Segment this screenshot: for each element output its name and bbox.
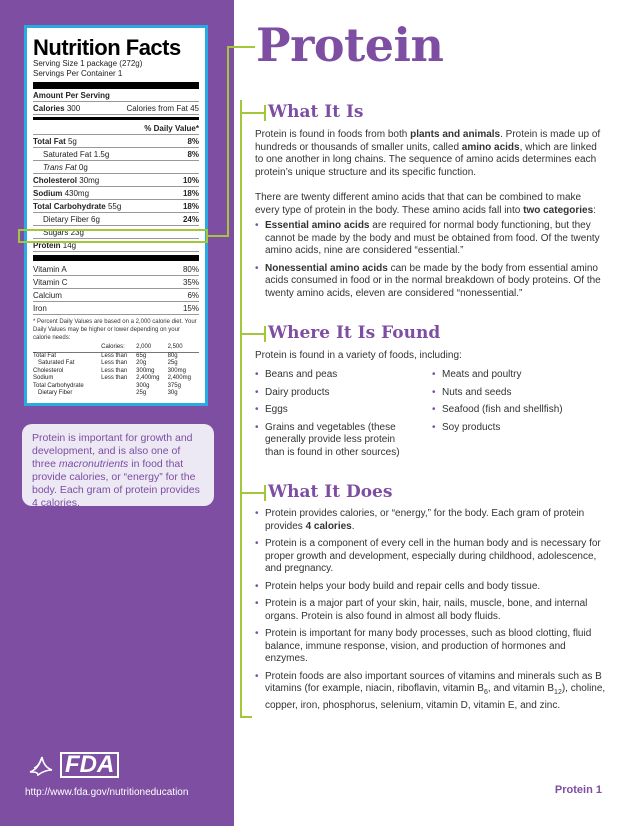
- vitamin-name: Vitamin A: [33, 264, 67, 274]
- table-cell: Total Carbohydrate: [33, 382, 84, 389]
- servings-per-container: Servings Per Container 1: [33, 69, 123, 78]
- table-header-row: [33, 344, 199, 352]
- list-item: • Protein foods are also important sources of vitamins and minerals such as B vitamins (for example, niacin, riboflavin, vitamin $B_6$, and vitamin $B_{12}$), choline, copper, iron, phosphorus, selenium, vitamin D, vitamin E, and zinc.: [255, 671, 607, 713]
- list-item: • Nonessential amino acids can be made by the body from essential amino acids consumed in food or in the normal breakdown of body proteins. Of the twenty amino acids, eleven are considered “nonessential.”: [255, 263, 607, 301]
- table-cell: Calories:: [101, 344, 125, 350]
- what-paragraph-1: Protein is found in foods from both plants and animals. Protein is made up of hundreds or thousands of smaller units, called amino acids, which are linked to one another in long chains. The sequence of amino acids determines each protein’s unique structure and its specific function.: [255, 129, 601, 178]
- heading-what-it-is: What It Is: [268, 102, 364, 122]
- vitamin-name: Calcium: [33, 290, 62, 300]
- table-row: [33, 360, 199, 368]
- nutrient-name: Sodium 430mg: [33, 188, 90, 198]
- nutrient-name: Dietary Fiber 6g: [43, 214, 100, 224]
- table-cell: 25g: [136, 390, 147, 396]
- table-cell: [101, 390, 136, 398]
- vitamin-row: [33, 276, 199, 289]
- table-cell: 65g: [136, 352, 167, 360]
- list-item: • Soy products: [432, 422, 602, 435]
- table-cell: Dietary Fiber: [38, 390, 73, 396]
- vitamin-name: Vitamin C: [33, 277, 68, 287]
- page-title: Protein: [256, 18, 444, 72]
- macronutrient-callout: Protein is important for growth and development, and is also one of three macronutrients in food that provide calories, or “energy” for the body. Each gram of protein provides 4 calories.: [22, 424, 214, 506]
- nutrition-facts-title: Nutrition Facts: [33, 35, 181, 60]
- list-item: • Meats and poultry: [432, 369, 602, 382]
- list-item: • Nuts and seeds: [432, 387, 602, 400]
- nutrient-name: Sugars 23g: [43, 227, 84, 237]
- page-number: Protein 1: [554, 784, 602, 796]
- nutrient-row: [33, 200, 199, 213]
- table-row: [33, 368, 199, 376]
- table-cell: 2,000: [136, 344, 152, 350]
- vitamin-dv: 80%: [182, 264, 199, 274]
- what-paragraph-2: There are twenty different amino acids that that can be combined to make every type of protein in the body. These amino acids fall into two categories:: [255, 192, 596, 216]
- amount-per-serving: Amount Per Serving: [33, 91, 199, 102]
- table-cell: [101, 383, 136, 391]
- nutrient-dv: 18%: [182, 188, 199, 198]
- vitamin-rows: [33, 263, 199, 315]
- table-cell: Less than: [101, 367, 128, 374]
- list-item: • Protein provides calories, or “energy,” for the body. Each gram of protein provides 4 calories.: [255, 508, 607, 533]
- table-cell: Sodium: [33, 375, 54, 381]
- table-row: [33, 390, 199, 398]
- nutrient-row: [33, 213, 199, 226]
- table-cell: Less than: [101, 360, 128, 366]
- hhs-eagle-icon: [28, 754, 54, 776]
- nutrient-name: Trans Fat 0g: [43, 162, 88, 172]
- table-row: [33, 375, 199, 383]
- nutrient-row: [33, 135, 199, 148]
- list-item: • Seafood (fish and shellfish): [432, 404, 602, 417]
- heading-where-it-is-found: Where It Is Found: [268, 323, 441, 343]
- nutrient-name: Saturated Fat 1.5g: [43, 149, 110, 159]
- vitamin-name: Iron: [33, 303, 47, 313]
- serving-size: Serving Size 1 package (272g): [33, 59, 143, 68]
- table-cell: Less than: [101, 375, 128, 381]
- list-item: • Protein is important for many body processes, such as blood clotting, fluid balance, immune response, vision, and production of hormones and enzymes.: [255, 628, 607, 666]
- nutrient-dv: 8%: [187, 136, 199, 146]
- table-cell: 30g: [167, 390, 178, 396]
- list-item: • Eggs: [255, 404, 415, 417]
- amino-acid-list: [255, 220, 607, 305]
- table-cell: Cholesterol: [33, 367, 64, 374]
- list-item: • Grains and vegetables (these generally provide less protein than is found in other sources): [255, 422, 415, 460]
- calories-row: Calories 300 Calories from Fat 45: [33, 102, 199, 115]
- list-item: • Beans and peas: [255, 369, 415, 382]
- nutrient-dv: 18%: [182, 201, 199, 211]
- vitamin-dv: 35%: [182, 277, 199, 287]
- food-list-left: [255, 369, 415, 464]
- nutrient-name: Total Carbohydrate 55g: [33, 201, 122, 211]
- nutrient-dv: 24%: [182, 214, 199, 224]
- list-item: • Protein is a major part of your skin, hair, nails, muscle, bone, and internal organs. Protein is also found in almost all body fluids.: [255, 598, 607, 623]
- nutrient-name: Total Fat 5g: [33, 136, 77, 146]
- table-cell: Total Fat: [33, 352, 101, 360]
- vitamin-row: [33, 302, 199, 315]
- table-cell: 2,400mg: [167, 375, 191, 381]
- list-item: • Protein is a component of every cell in the human body and is necessary for proper growth and development, especially during childhood, adolescence, and pregnancy.: [255, 538, 607, 576]
- table-cell: 20g: [136, 360, 147, 366]
- fda-logo: [28, 752, 119, 778]
- food-list-right: [432, 369, 602, 439]
- table-cell: Less than: [101, 352, 136, 360]
- table-cell: 300g: [136, 382, 150, 389]
- table-cell: Saturated Fat: [38, 360, 75, 366]
- protein-highlight: [18, 229, 208, 243]
- table-cell: 375g: [167, 382, 181, 389]
- table-cell: 300mg: [136, 367, 155, 374]
- nutrient-name: Cholesterol 30mg: [33, 175, 100, 185]
- table-cell: 25g: [167, 360, 178, 366]
- table-cell: [33, 344, 101, 352]
- nutrition-facts-label: [24, 25, 208, 406]
- heading-what-it-does: What It Does: [268, 482, 393, 502]
- fda-logo-text: FDA: [60, 752, 119, 778]
- nutrient-dv: 10%: [182, 175, 199, 185]
- table-row: [33, 352, 199, 360]
- nutrient-row: [33, 161, 199, 174]
- functions-list: [255, 508, 607, 717]
- list-item: • Essential amino acids are required for normal body functioning, but they cannot be made by the body and must be obtained from food. Of the twenty amino acids, nine are considered “essential.”: [255, 220, 607, 258]
- where-intro: Protein is found in a variety of foods, including:: [255, 350, 462, 361]
- vitamin-dv: 15%: [182, 303, 199, 313]
- table-cell: 2,400mg: [136, 375, 160, 381]
- nutrient-row: [33, 174, 199, 187]
- nutrient-row: [33, 148, 199, 161]
- table-cell: 80g: [168, 352, 199, 360]
- nutrient-name: Protein 14g: [33, 240, 77, 250]
- table-row: [33, 383, 199, 391]
- vitamin-dv: 6%: [187, 290, 199, 300]
- vitamin-row: [33, 263, 199, 276]
- vitamin-row: [33, 289, 199, 302]
- fda-url-link[interactable]: http://www.fda.gov/nutritioneducation: [25, 787, 189, 798]
- nutrient-dv: 8%: [187, 149, 199, 159]
- table-cell: 2,500: [167, 344, 183, 350]
- list-item: • Dairy products: [255, 387, 415, 400]
- list-item: • Protein helps your body build and repair cells and body tissue.: [255, 581, 607, 594]
- daily-values-table: [33, 344, 199, 398]
- nutrient-row: [33, 187, 199, 200]
- daily-value-header: % Daily Value*: [33, 122, 199, 135]
- footnote: * Percent Daily Values are based on a 2,000 calorie diet. Your Daily Values may be higher or lower depending on your calorie needs:: [33, 319, 197, 341]
- table-cell: 300mg: [167, 367, 186, 374]
